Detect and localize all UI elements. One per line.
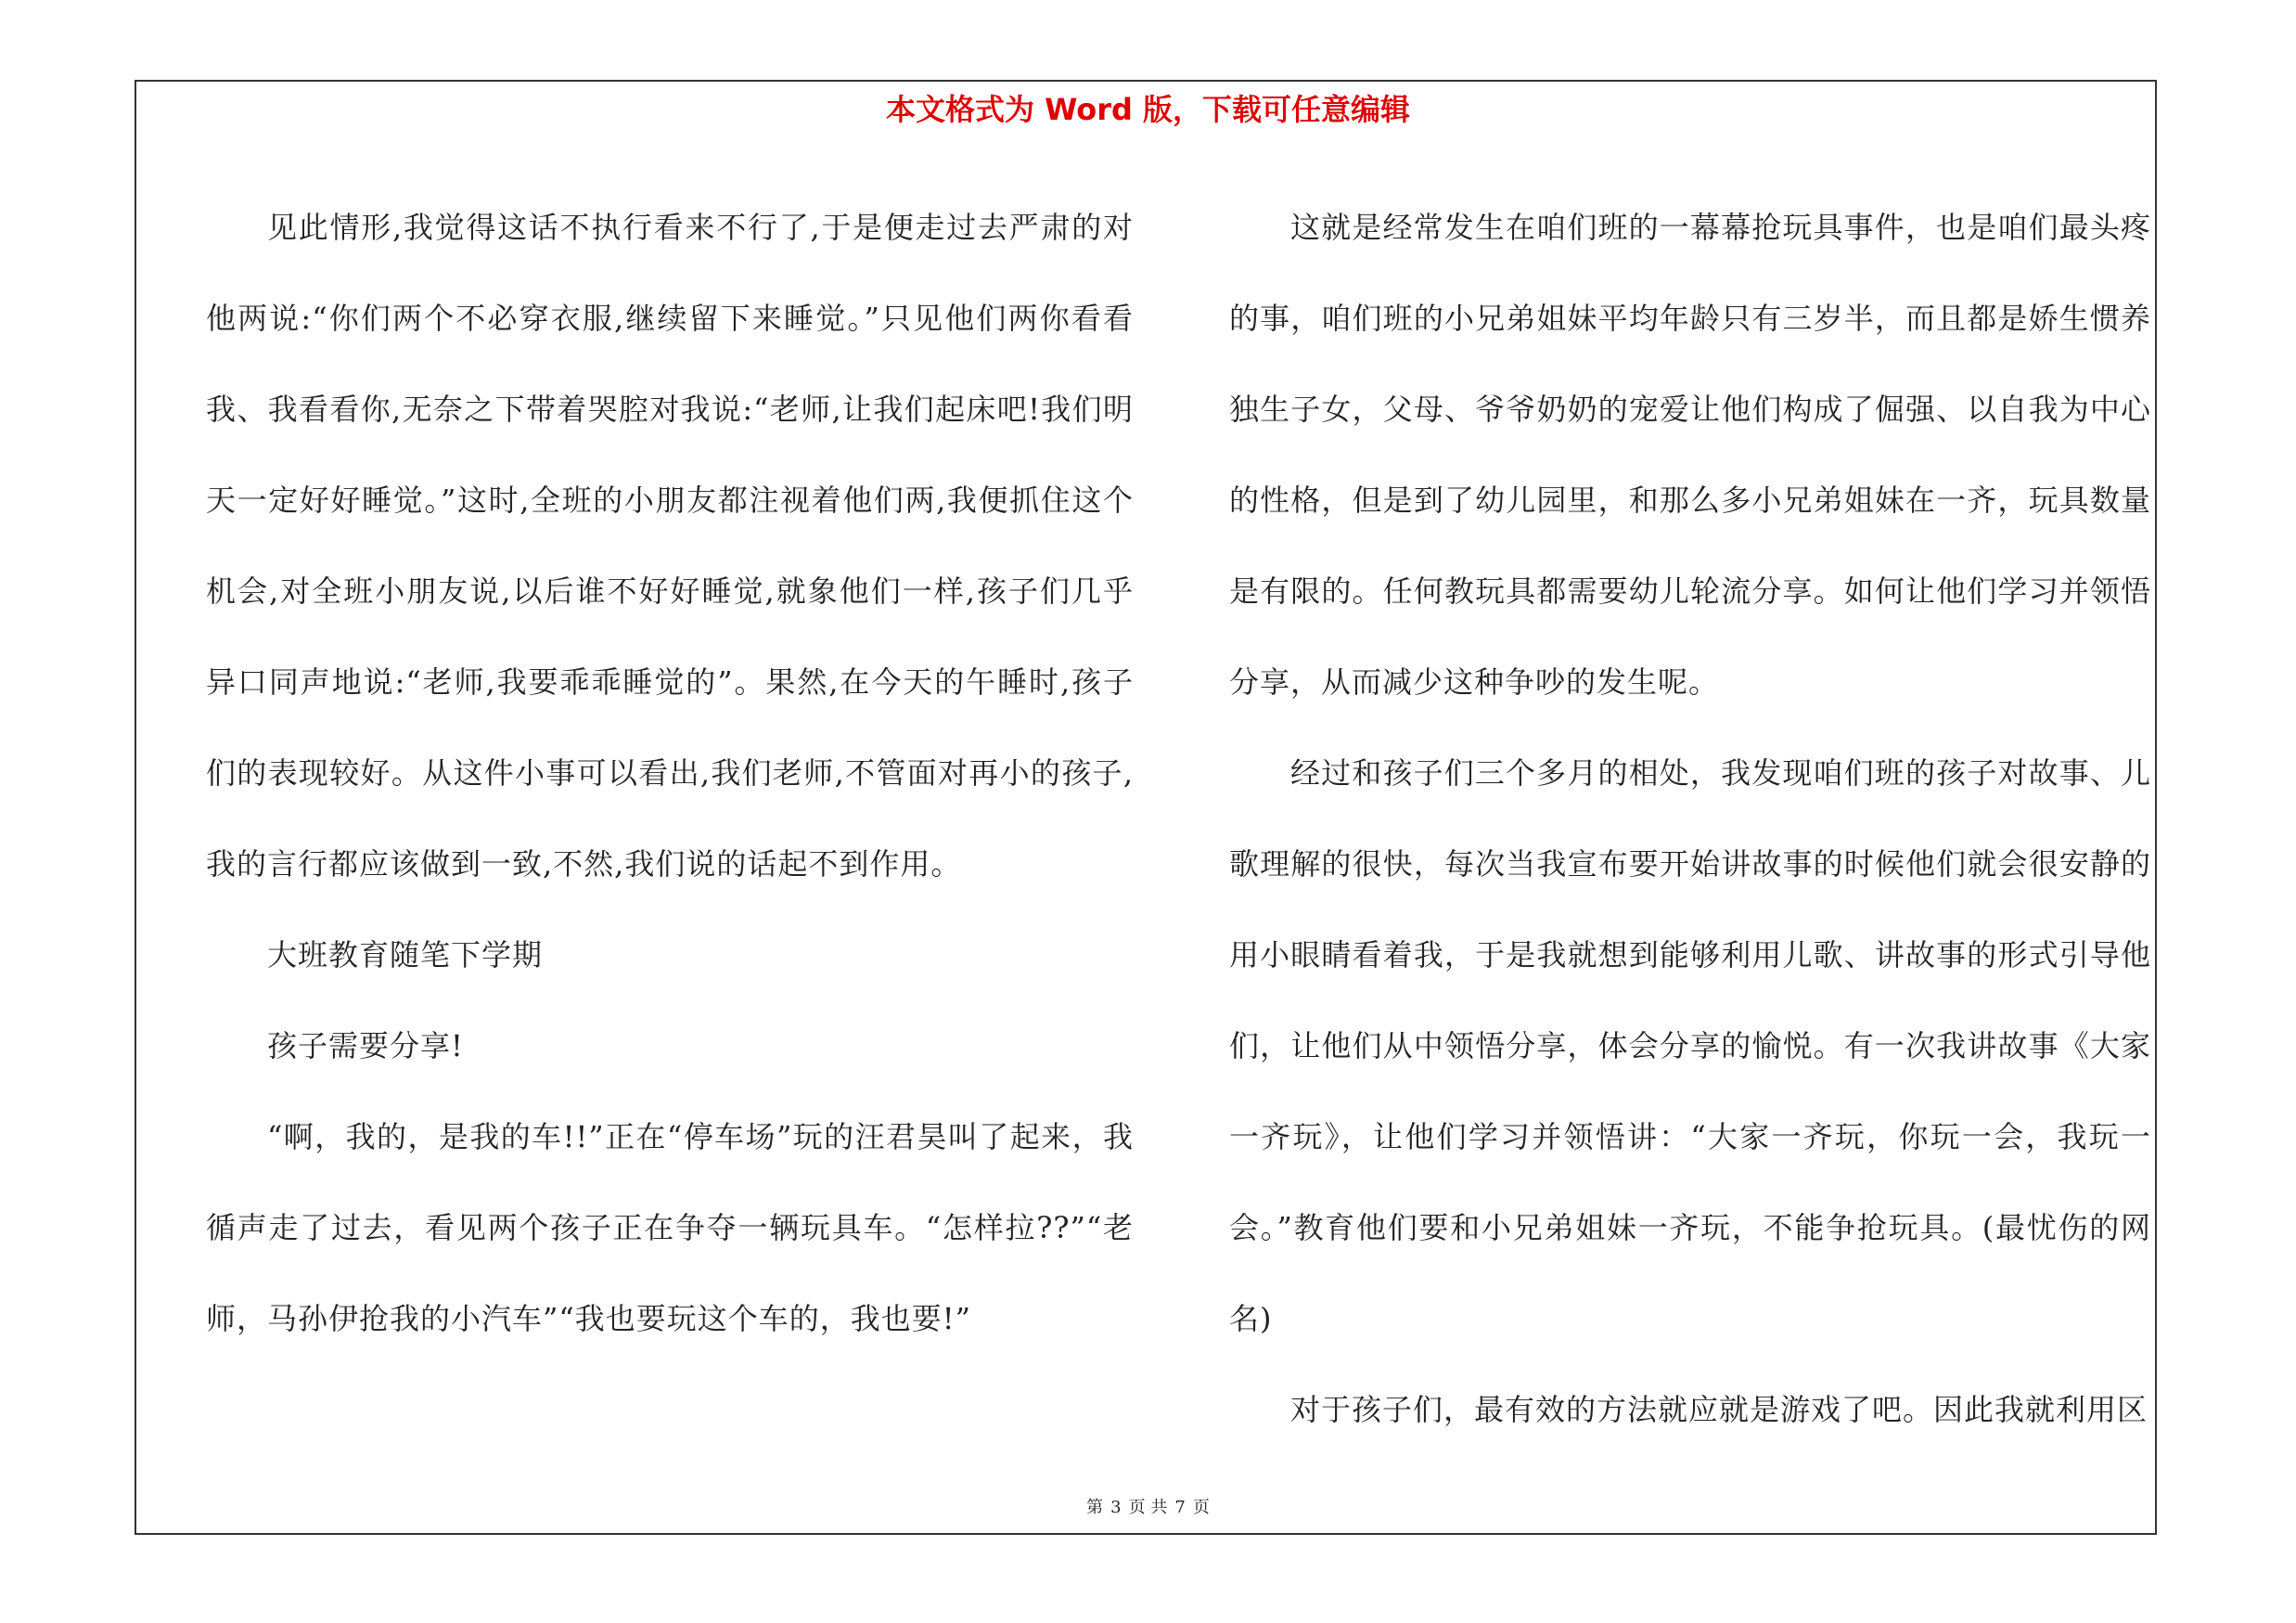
- total-pages-number: 7: [1174, 1498, 1186, 1517]
- paragraph: 经过和孩子们三个多月的相处，我发现咱们班的孩子对故事、儿歌理解的很快，每次当我宣布要开始讲故事的时候他们就会很安静的用小眼睛看着我，于是我就想到能够利用儿歌、讲故事的形式引导他们，让他们从中领悟分享，体会分享的愉悦。有一次我讲故事《大家一齐玩》，让他们学习并领悟讲：“大家一齐玩，你玩一会，我玩一会。”教育他们要和小兄弟姐妹一齐玩，不能争抢玩具。(最忧伤的网名): [1229, 755, 2151, 1336]
- section-subheading: 孩子需要分享!: [267, 1028, 464, 1063]
- paragraph: 见此情形,我觉得这话不执行看来不行了,于是便走过去严肃的对他两说:“你们两个不必穿衣服,继续留下来睡觉。”只见他们两你看看我、我看看你,无奈之下带着哭腔对我说:“老师,让我们起床吧!我们明天一定好好睡觉。”这时,全班的小朋友都注视着他们两,我便抓住这个机会,对全班小朋友说,以后谁不好好睡觉,就象他们一样,孩子们几乎异口同声地说:“老师,我要乖乖睡觉的”。果然,在今天的午睡时,孩子们的表现较好。从这件小事可以看出,我们老师,不管面对再小的孩子,我的言行都应该做到一致,不然,我们说的话起不到作用。: [206, 210, 1134, 882]
- current-page-number: 3: [1110, 1498, 1122, 1517]
- header-banner: 本文格式为 Word 版，下载可任意编辑: [885, 92, 1411, 127]
- paragraph: 对于孩子们，最有效的方法就应就是游戏了吧。因此我就利用区: [1290, 1392, 2148, 1427]
- footer-prefix: 第: [1086, 1498, 1104, 1517]
- right-column: [1229, 182, 2151, 1455]
- footer-suffix: 页: [1192, 1498, 1210, 1517]
- page-footer: [0, 1494, 2296, 1522]
- paragraph: 这就是经常发生在咱们班的一幕幕抢玩具事件，也是咱们最头疼的事，咱们班的小兄弟姐妹平均年龄只有三岁半，而且都是娇生惯养独生子女，父母、爷爷奶奶的宠爱让他们构成了倔强、以自我为中心的性格，但是到了幼儿园里，和那么多小兄弟姐妹在一齐，玩具数量是有限的。任何教玩具都需要幼儿轮流分享。如何让他们学习并领悟分享，从而减少这种争吵的发生呢。: [1229, 210, 2151, 700]
- footer-middle: 页 共: [1128, 1498, 1168, 1517]
- left-column: [206, 182, 1134, 1364]
- paragraph: “啊，我的，是我的车!!”正在“停车场”玩的汪君昊叫了起来，我循声走了过去，看见两个孩子正在争夺一辆玩具车。“怎样拉??”“老师，马孙伊抢我的小汽车”“我也要玩这个车的，我也要!”: [206, 1119, 1134, 1336]
- section-heading: 大班教育随笔下学期: [267, 937, 544, 973]
